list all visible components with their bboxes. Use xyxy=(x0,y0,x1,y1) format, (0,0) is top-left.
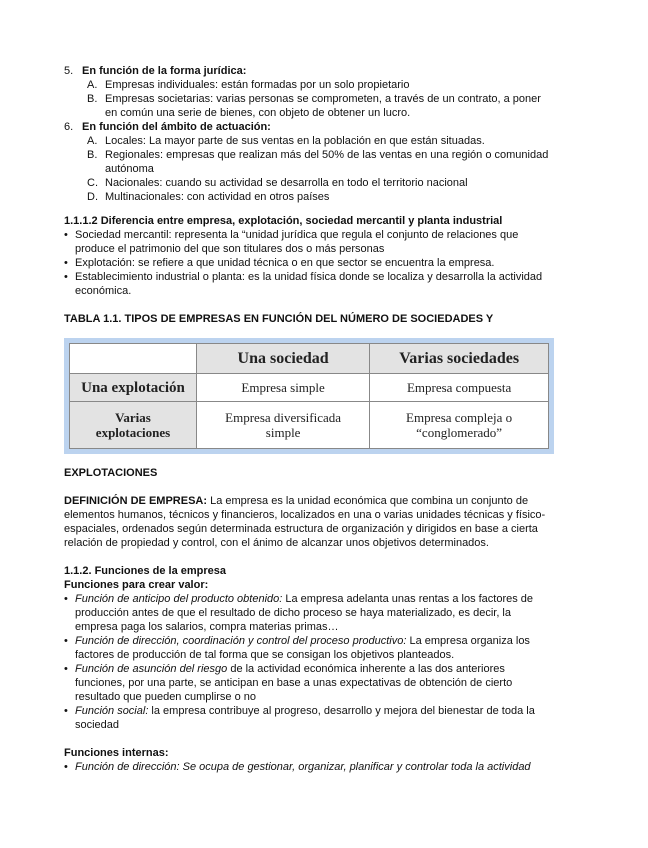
list-item: B. Regionales: empresas que realizan más del 50% de las ventas en una región o comunidad autónoma xyxy=(87,149,549,175)
definition-paragraph: DEFINICIÓN DE EMPRESA: La empresa es la unidad económica que combina un conjunto de elementos humanos, técnicos y financieros, localizados en una o varias unidades técnicas y físico- espaciales, ordenados según determinada estructura de organización y dirigidos en base a cierta relación de propiedad y control, con el ánimo de alcanzar unos objetivos determinados. xyxy=(64,495,546,549)
list-item: D. Multinacionales: con actividad en otros países xyxy=(87,191,330,203)
table-cell: Empresa compleja o “conglomerado” xyxy=(370,402,549,449)
table-corner-cell xyxy=(70,344,197,374)
bullet-icon: • xyxy=(64,635,68,647)
list-item: B. Empresas societarias: varias personas se comprometen, a través de un contrato, a poner en común una serie de bienes, con objeto de obtener un lucro. xyxy=(87,93,541,119)
bullet-icon: • xyxy=(64,229,68,241)
list-item: A. Locales: La mayor parte de sus ventas en la población en que están situadas. xyxy=(87,135,485,147)
table-caption: TABLA 1.1. TIPOS DE EMPRESAS EN FUNCIÓN DEL NÚMERO DE SOCIEDADES Y xyxy=(64,313,494,325)
section-number: 5. xyxy=(64,65,74,77)
table-header-varias-sociedades: Varias sociedades xyxy=(370,344,549,374)
bullet-item: • Función de anticipo del producto obtenido: La empresa adelanta unas rentas a los factores de producción antes de que el resultado de dicho proceso se haya materializado, es decir, la empresa paga los salarios, compra materias primas… xyxy=(64,593,534,633)
document-page xyxy=(64,64,584,774)
section-title: En función de la forma jurídica: xyxy=(82,65,247,77)
table-row-header-una-explotacion: Una explotación xyxy=(70,374,197,402)
list-item: C. Nacionales: cuando su actividad se desarrolla en todo el territorio nacional xyxy=(87,177,468,189)
bullet-icon: • xyxy=(64,705,68,717)
section-title: En función del ámbito de actuación: xyxy=(82,121,271,133)
bullet-icon: • xyxy=(64,761,68,773)
bullet-icon: • xyxy=(64,593,68,605)
bullet-item: • Función de dirección, coordinación y control del proceso productivo: La empresa organiza los factores de producción de tal forma que se consigan los objetivos planteados. xyxy=(64,635,530,661)
bullet-item: • Explotación: se refiere a que unidad técnica o en que sector se encuentra la empresa. xyxy=(64,257,495,269)
section-heading-diferencia: 1.1.1.2 Diferencia entre empresa, explotación, sociedad mercantil y planta industrial xyxy=(64,215,503,227)
bullet-icon: • xyxy=(64,257,68,269)
bullet-item: • Función de dirección: Se ocupa de gestionar, organizar, planificar y controlar toda la actividad xyxy=(64,761,531,773)
bullet-item: • Establecimiento industrial o planta: es la unidad física donde se localiza y desarrolla la actividad económica. xyxy=(64,271,543,297)
subsection-heading-crear-valor: Funciones para crear valor: xyxy=(64,579,209,591)
section-number: 6. xyxy=(64,121,74,133)
subsection-heading-internas: Funciones internas: xyxy=(64,747,169,759)
table-header-una-sociedad: Una sociedad xyxy=(197,344,370,374)
table-caption-continued: EXPLOTACIONES xyxy=(64,467,158,479)
bullet-item: • Sociedad mercantil: representa la “unidad jurídica que regula el conjunto de relaciones que produce el patrimonio del que son titulares dos o más personas xyxy=(64,229,519,255)
bullet-item: • Función de asunción del riesgo de la actividad económica inherente a las dos anteriores funciones, por una parte, se anticipan en base a unas expectativas de obtención de cierto resultado que pueden cumplirse o no xyxy=(64,663,513,703)
table-frame xyxy=(64,338,554,454)
section-5-heading xyxy=(64,64,584,78)
company-types-table xyxy=(69,343,549,449)
table-cell: Empresa diversificada simple xyxy=(197,402,370,449)
table-cell: Empresa simple xyxy=(197,374,370,402)
section-6-heading xyxy=(64,120,584,134)
section-heading-funciones: 1.1.2. Funciones de la empresa xyxy=(64,565,227,577)
definition-label: DEFINICIÓN DE EMPRESA: xyxy=(64,495,208,507)
table-row-header-varias-explotaciones: Varias explotaciones xyxy=(70,402,197,449)
bullet-icon: • xyxy=(64,271,68,283)
list-item: A. Empresas individuales: están formadas por un solo propietario xyxy=(87,79,410,91)
bullet-icon: • xyxy=(64,663,68,675)
bullet-item: • Función social: la empresa contribuye al progreso, desarrollo y mejora del bienestar de toda la sociedad xyxy=(64,705,535,731)
table-cell: Empresa compuesta xyxy=(370,374,549,402)
